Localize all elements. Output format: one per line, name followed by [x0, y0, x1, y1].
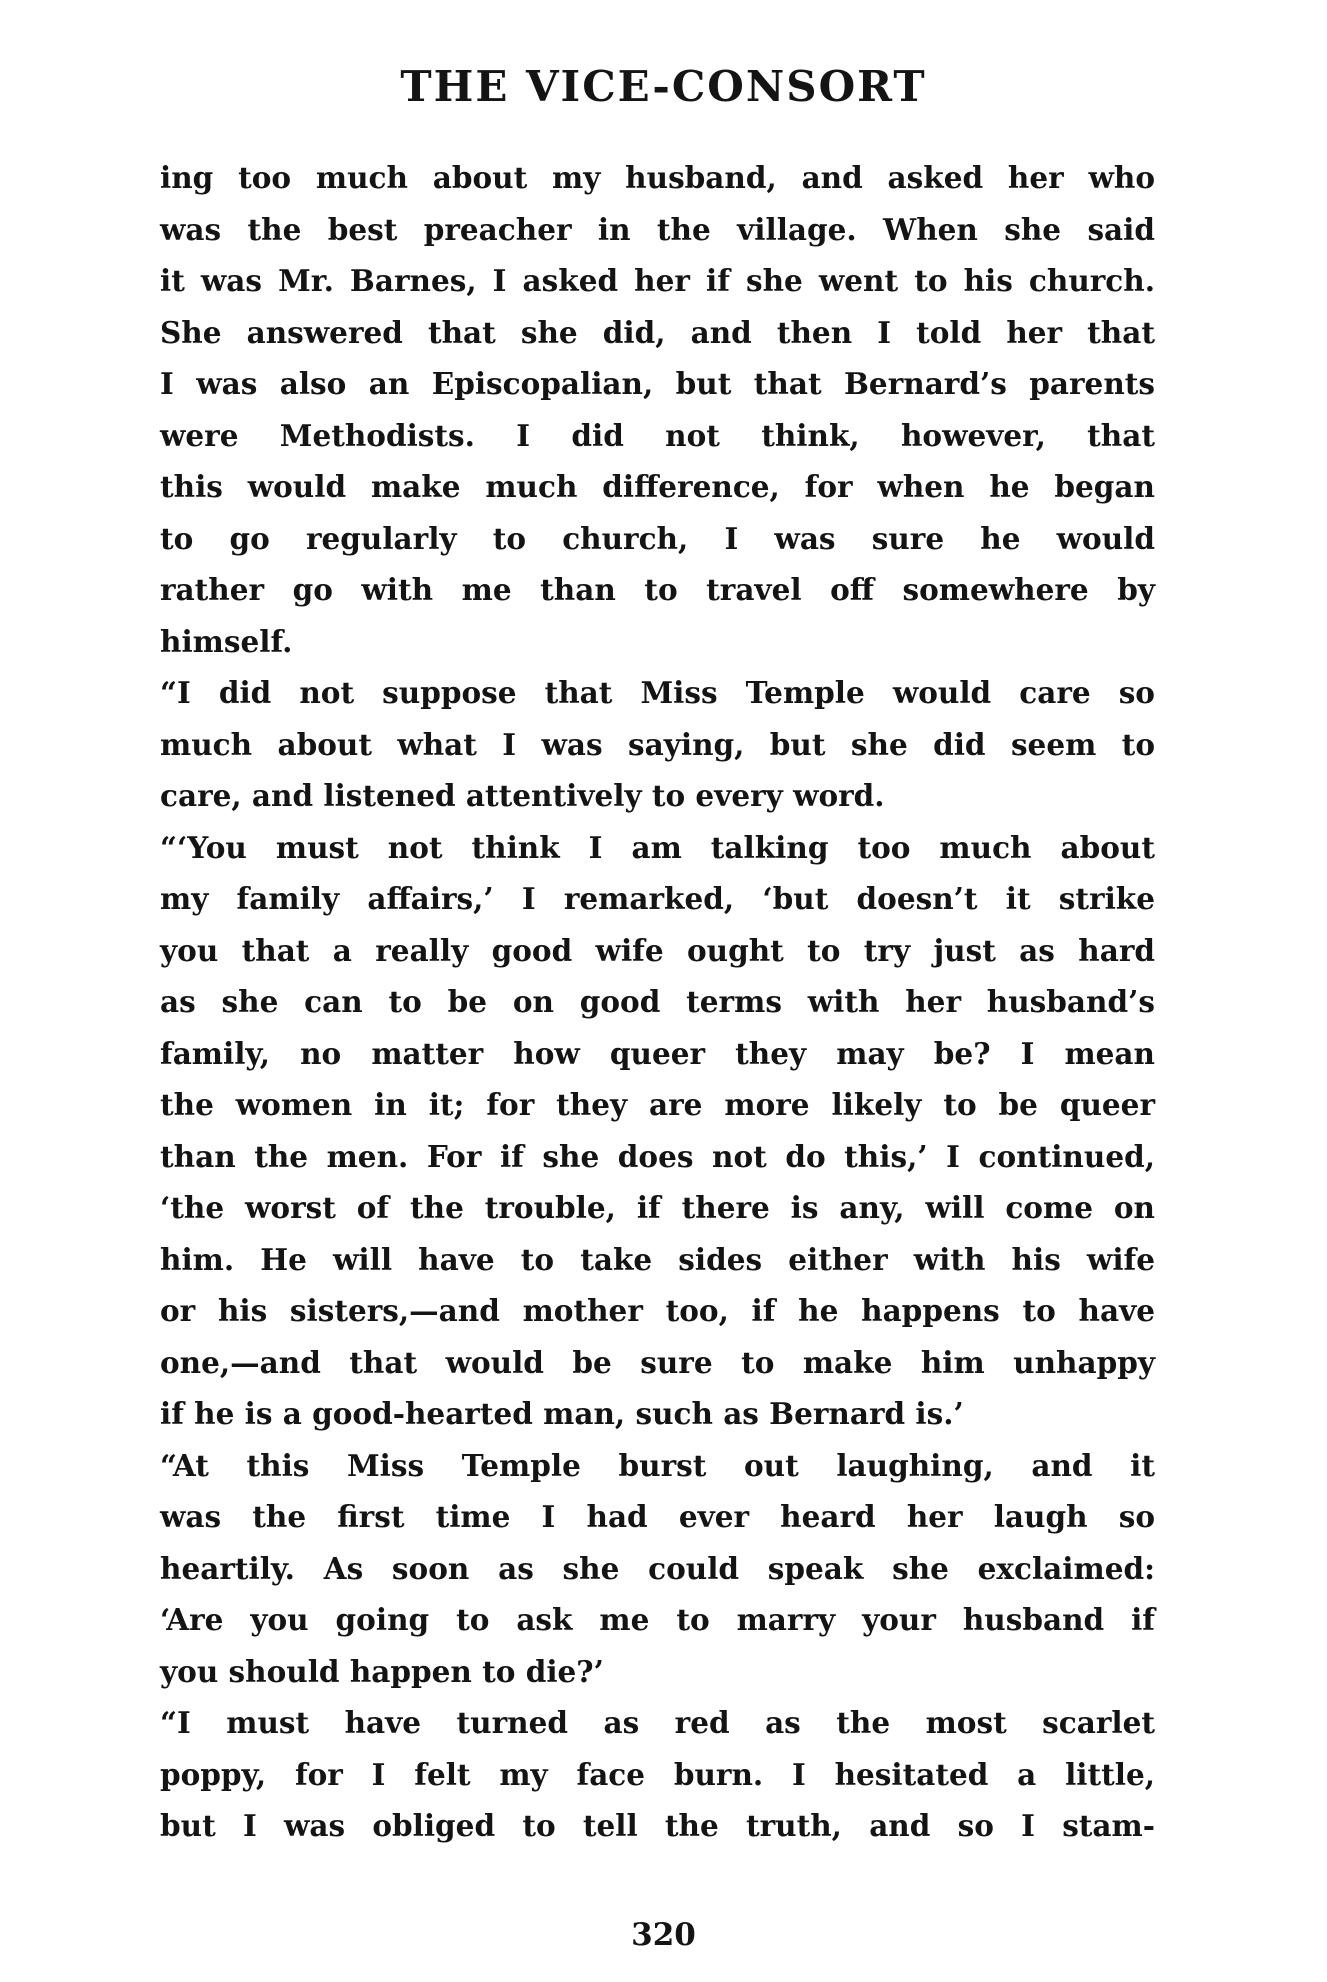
text-line: this would make much difference, for when he began [160, 469, 1155, 504]
text-line: I was also an Episcopalian, but that Bernard’s parents [160, 366, 1155, 401]
text-line: was the first time I had ever heard her laugh so [160, 1499, 1155, 1534]
body-text [160, 152, 1155, 1852]
text-line: was the best preacher in the village. When she said [160, 211, 1155, 247]
text-line: rather go with me than to travel off somewhere by [160, 572, 1155, 607]
text-line: She answered that she did, and then I told her that [160, 314, 1155, 350]
text-line: himself. [160, 623, 293, 659]
text-line: it was Mr. Barnes, I asked her if she went to his church. [160, 263, 1155, 298]
text-line: you that a really good wife ought to try just as hard [160, 932, 1155, 968]
text-line: ing too much about my husband, and asked her who [160, 160, 1155, 195]
page-number: 320 [631, 1917, 696, 1953]
text-line: much about what I was saying, but she did seem to [160, 726, 1155, 762]
text-line: “I must have turned as red as the most scarlet [160, 1705, 1155, 1740]
text-line: care, and listened attentively to every word. [160, 778, 885, 813]
text-line: you should happen to die?’ [160, 1653, 604, 1689]
text-line: “I did not suppose that Miss Temple would care so [160, 675, 1155, 710]
text-line: ‘the worst of the trouble, if there is any, will come on [160, 1190, 1155, 1225]
text-line: to go regularly to church, I was sure he would [160, 520, 1155, 556]
text-line: my family affairs,’ I remarked, ‘but doesn’t it strike [160, 881, 1155, 916]
text-line: the women in it; for they are more likely to be queer [160, 1087, 1155, 1122]
text-line: poppy, for I felt my face burn. I hesitated a little, [160, 1756, 1155, 1792]
text-line: ‘Are you going to ask me to marry your husband if [160, 1602, 1155, 1637]
text-line: one,—and that would be sure to make him unhappy [160, 1344, 1155, 1380]
text-line: or his sisters,—and mother too, if he happens to have [160, 1293, 1155, 1328]
text-line: but I was obliged to tell the truth, and so I stam- [160, 1808, 1155, 1843]
text-line: him. He will have to take sides either with his wife [160, 1241, 1155, 1277]
text-line: than the men. For if she does not do this,’ I continued, [160, 1138, 1155, 1174]
text-line: “At this Miss Temple burst out laughing, and it [160, 1447, 1155, 1483]
text-line: were Methodists. I did not think, however, that [160, 417, 1155, 453]
text-line: “‘You must not think I am talking too much about [160, 829, 1155, 865]
text-line: heartily. As soon as she could speak she exclaimed: [160, 1550, 1155, 1586]
text-line: as she can to be on good terms with her husband’s [160, 984, 1155, 1019]
text-line: family, no matter how queer they may be? I mean [160, 1035, 1155, 1071]
running-title: THE VICE-CONSORT [400, 62, 927, 111]
text-line: if he is a good-hearted man, such as Bernard is.’ [160, 1396, 964, 1431]
